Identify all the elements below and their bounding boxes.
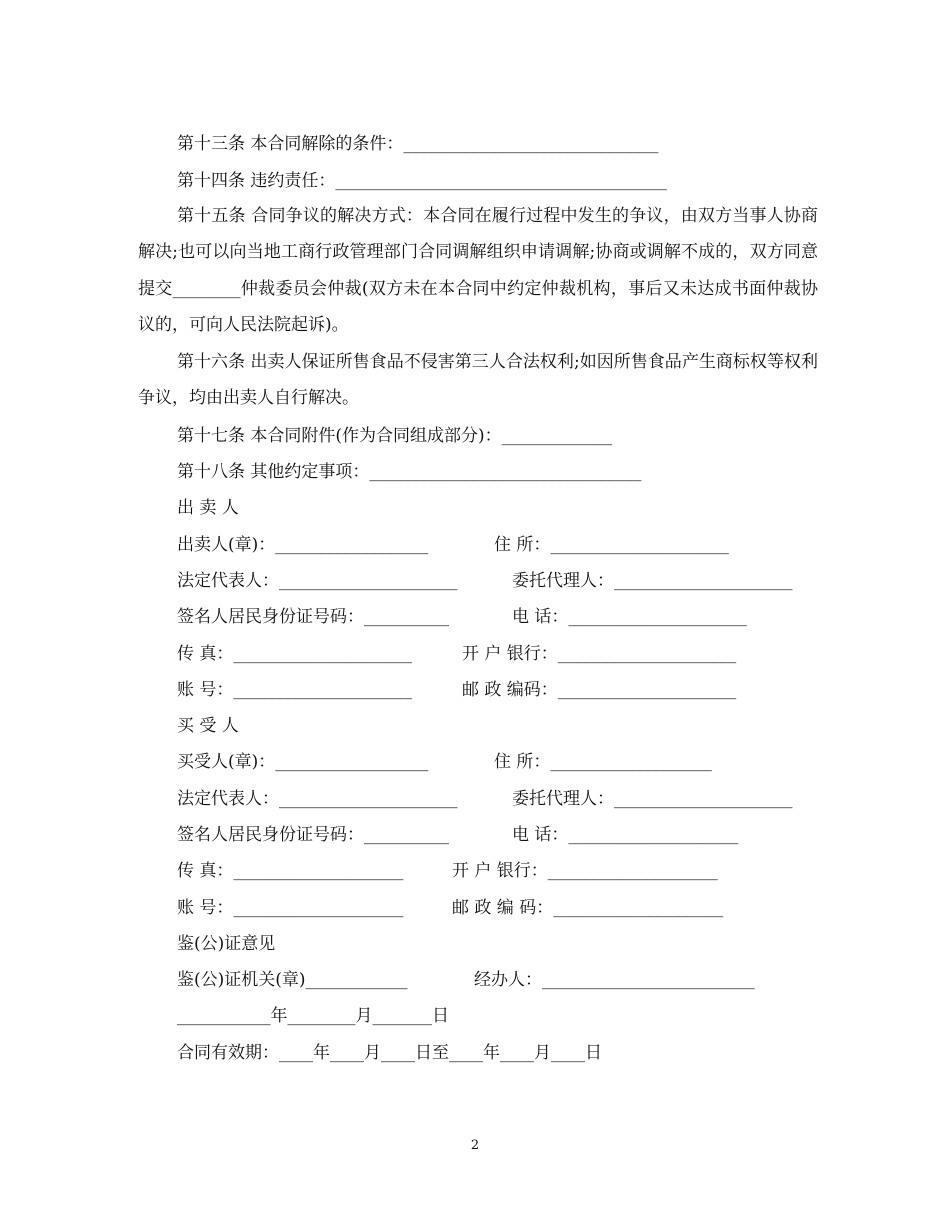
buyer-address-field: 住 所：___________________: [494, 752, 712, 772]
buyer-account-field: 账 号：____________________: [177, 898, 404, 918]
buyer-bank-field: 开 户 银行：____________________: [452, 861, 718, 881]
buyer-seal-field: 买受人(章)：__________________: [177, 752, 429, 772]
page-number: 2: [470, 1138, 480, 1153]
clause-13: 第十三条 本合同解除的条件：______________________________: [177, 134, 659, 154]
notary-office-field: 鉴(公)证机关(章)____________: [177, 970, 408, 990]
clause-17: 第十七条 本合同附件(作为合同组成部分)：_____________: [177, 426, 613, 446]
seller-postcode-field: 邮 政 编码：_____________________: [462, 680, 737, 700]
seller-fax-field: 传 真：_____________________: [177, 644, 412, 664]
buyer-legal-rep-field: 法定代表人：_____________________: [177, 789, 458, 809]
seller-account-field: 账 号：_____________________: [177, 680, 412, 700]
seller-id-field: 签名人居民身份证号码：__________: [177, 607, 449, 627]
buyer-id-field: 签名人居民身份证号码：__________: [177, 825, 449, 845]
clause-14: 第十四条 违约责任：_______________________________________: [177, 171, 667, 191]
seller-agent-field: 委托代理人：_____________________: [512, 571, 793, 591]
notary-date-field: ___________年________月_______日: [177, 1006, 449, 1026]
buyer-phone-field: 电 话：____________________: [512, 825, 739, 845]
buyer-fax-field: 传 真：____________________: [177, 861, 404, 881]
seller-seal-field: 出卖人(章)：__________________: [177, 535, 429, 555]
clause-15: 第十五条 合同争议的解决方式：本合同在履行过程中发生的争议，由双方当事人协商解决;也可以向当地工商行政管理部门合同调解组织申请调解;协商或调解不成的，双方同意提交________仲裁委员会仲裁(双方未在本合同中约定仲裁机构，事后又未达成书面仲裁协议的，可向人民法院起诉)。: [138, 206, 818, 335]
notary-heading: 鉴(公)证意见: [177, 934, 276, 954]
seller-address-field: 住 所：_____________________: [494, 535, 729, 555]
clause-18: 第十八条 其他约定事项：________________________________: [177, 462, 642, 482]
seller-heading: 出 卖 人: [177, 498, 239, 518]
buyer-postcode-field: 邮 政 编 码：____________________: [452, 898, 724, 918]
seller-bank-field: 开 户 银行：_____________________: [462, 644, 737, 664]
seller-phone-field: 电 话：_____________________: [512, 607, 747, 627]
buyer-heading: 买 受 人: [177, 716, 239, 736]
validity-period-field: 合同有效期：____年____月____日至____年____月____日: [177, 1043, 602, 1063]
clause-16: 第十六条 出卖人保证所售食品不侵害第三人合法权利;如因所售食品产生商标权等权利争议，均由出卖人自行解决。: [138, 352, 818, 409]
buyer-agent-field: 委托代理人：_____________________: [512, 789, 793, 809]
notary-handler-field: 经办人：_________________________: [474, 970, 755, 990]
seller-legal-rep-field: 法定代表人：_____________________: [177, 571, 458, 591]
